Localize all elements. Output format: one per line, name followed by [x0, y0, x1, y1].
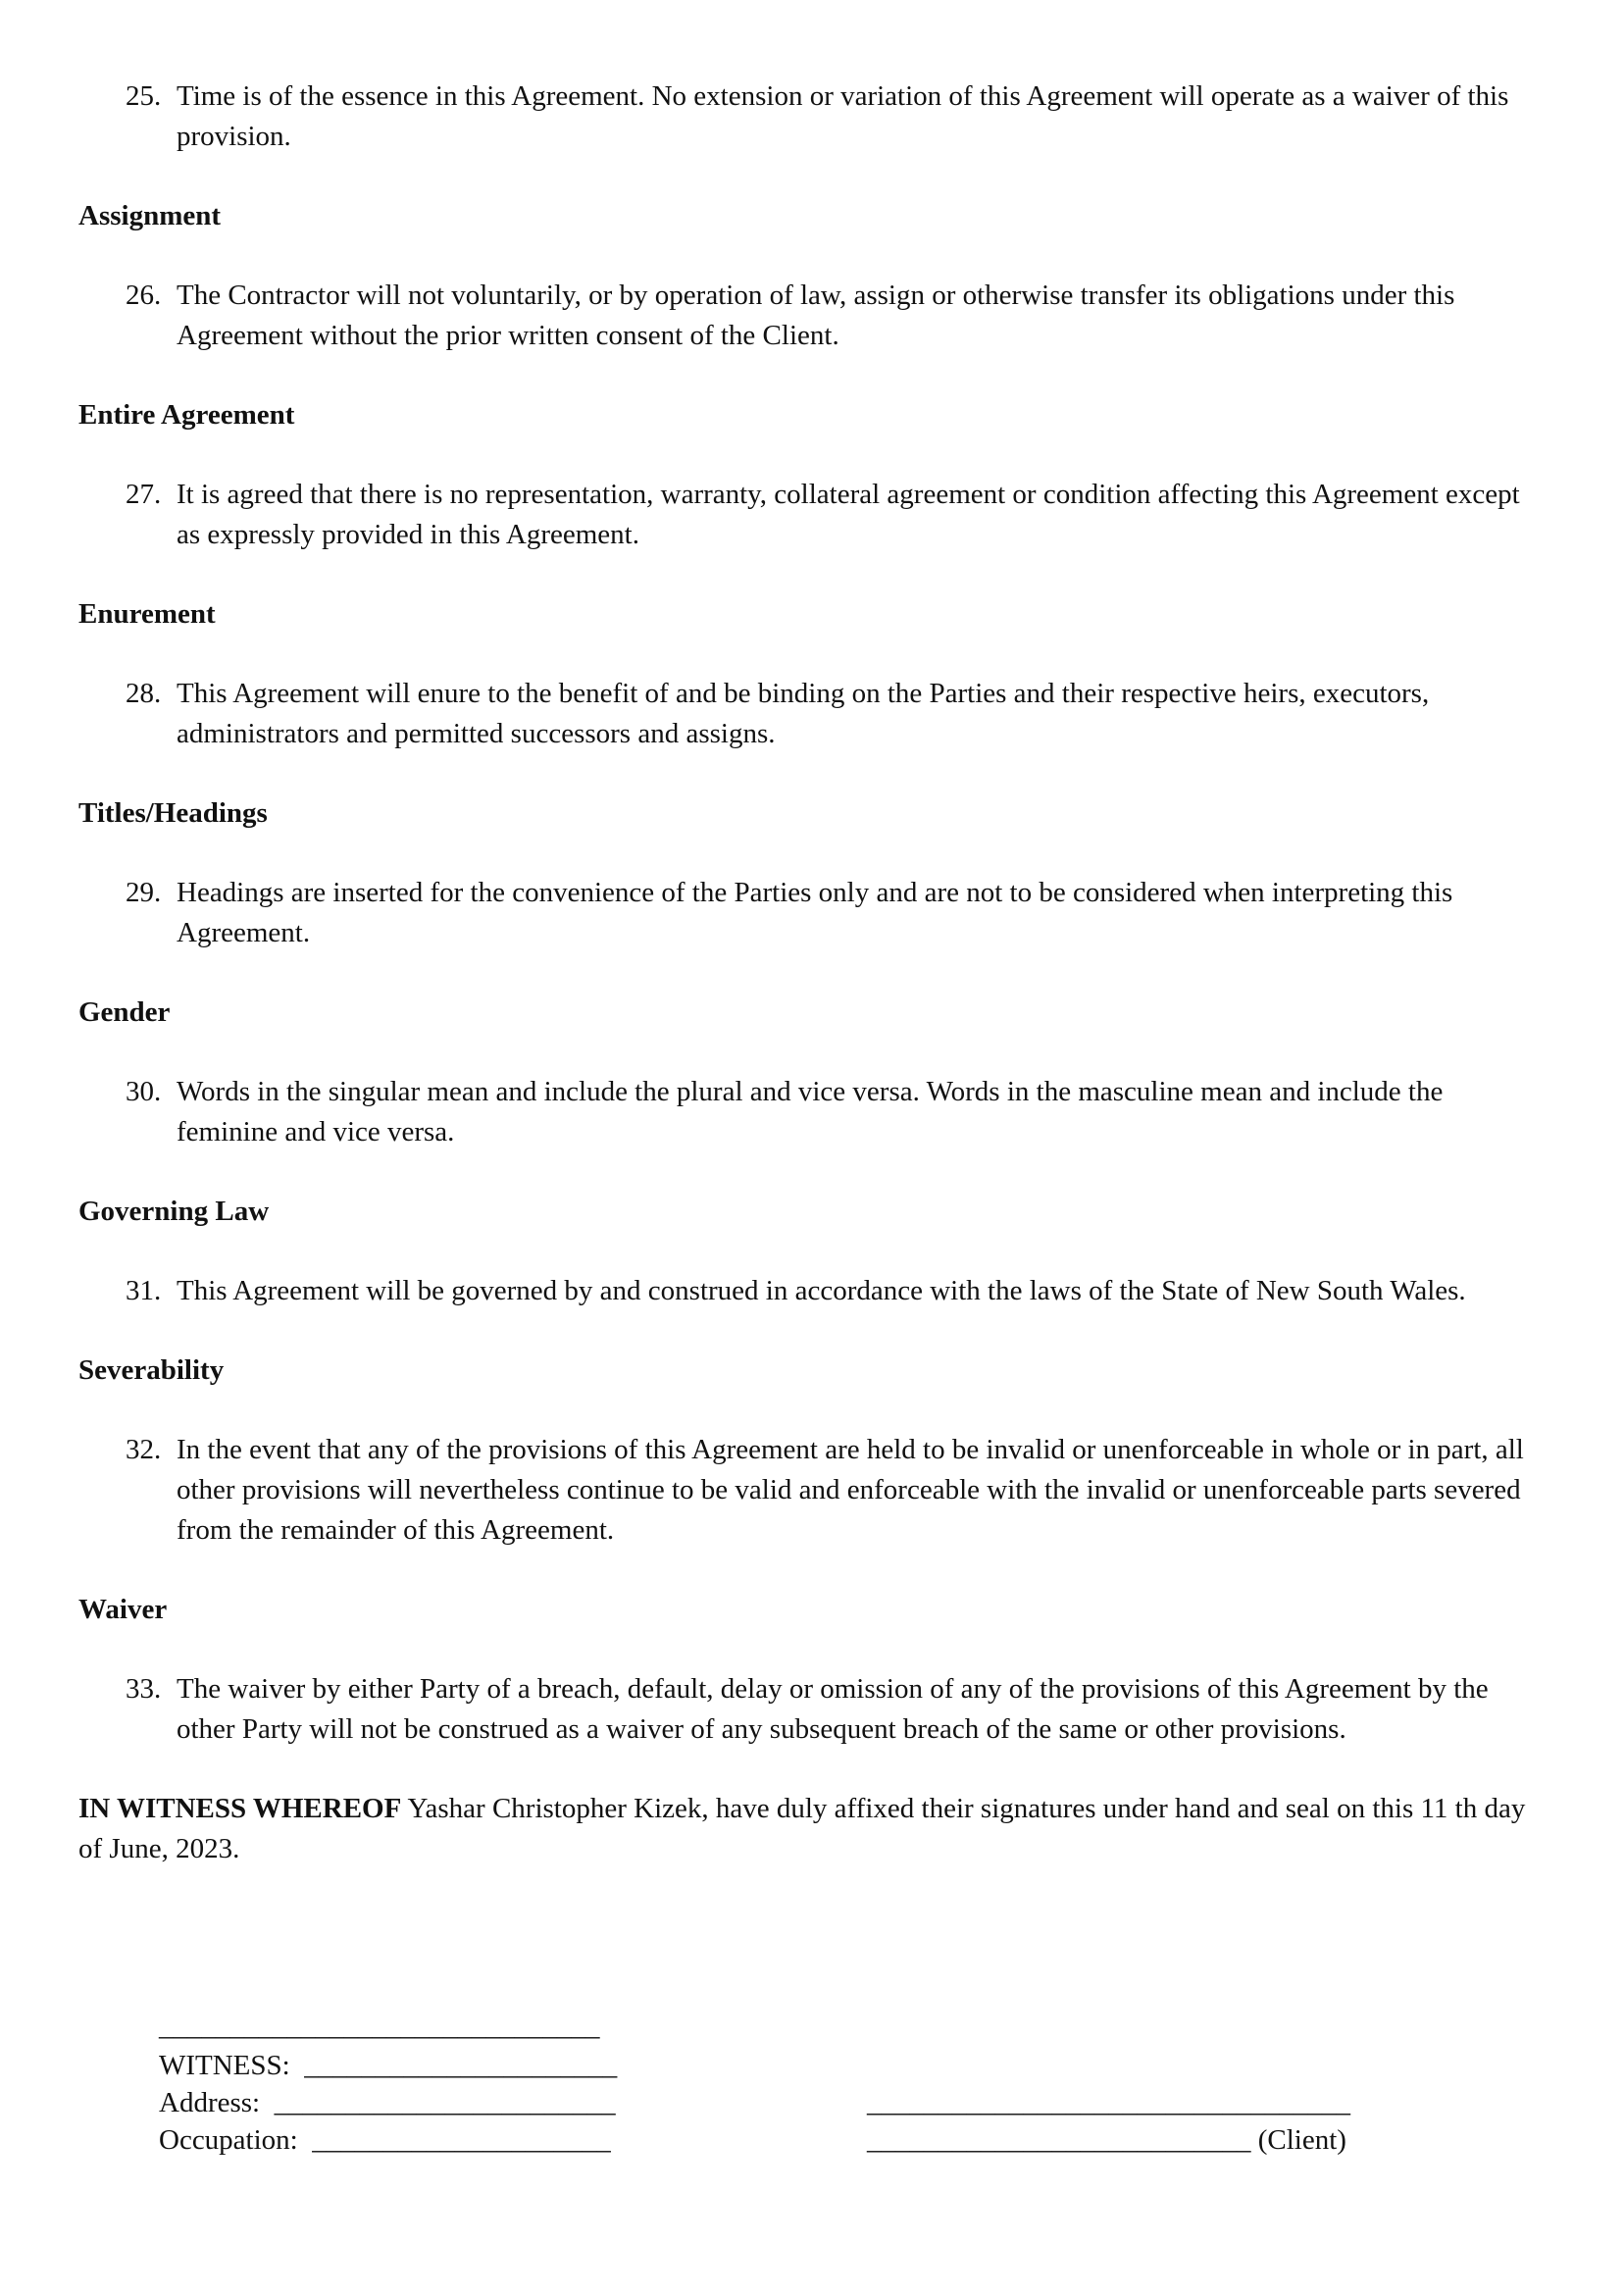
- clause-number: 27.: [126, 479, 162, 510]
- address-line: ________________________: [274, 2087, 616, 2118]
- clause-text: It is agreed that there is no representation, warranty, collateral agreement or condition affecting this Agreement except as expressly provided in this Agreement.: [177, 479, 1520, 550]
- clause-29: [78, 873, 1549, 953]
- occupation-label: Occupation:: [159, 2124, 298, 2156]
- client-label: (Client): [1257, 2124, 1346, 2156]
- section-heading-enurement: Enurement: [78, 598, 216, 630]
- clause-number: 30.: [126, 1076, 162, 1107]
- address-label: Address:: [159, 2087, 261, 2118]
- clause-number: 33.: [126, 1673, 162, 1705]
- section-heading-titles-headings: Titles/Headings: [78, 797, 268, 829]
- clause-33: [78, 1669, 1549, 1750]
- clause-number: 32.: [126, 1434, 162, 1465]
- clause-number: 25.: [126, 80, 162, 112]
- client-row: [867, 2120, 1346, 2160]
- section-heading-governing-law: Governing Law: [78, 1196, 270, 1227]
- section-heading-severability: Severability: [78, 1354, 225, 1386]
- witness-text: Yashar Christopher Kizek, have duly affixed their signatures under hand and seal on this 11 th day of June, 2023.: [78, 1793, 1526, 1864]
- clause-text: The waiver by either Party of a breach, default, delay or omission of any of the provisions of this Agreement by the other Party will not be construed as a waiver of any subsequent breach of the same or other provisions.: [177, 1673, 1489, 1745]
- client-signature-line-2: ___________________________: [867, 2124, 1251, 2156]
- witness-paragraph: [78, 1789, 1549, 1869]
- occupation-row: [159, 2120, 611, 2160]
- document-page: [78, 76, 1549, 1869]
- clause-number: 29.: [126, 877, 162, 908]
- clause-text: Time is of the essence in this Agreement. No extension or variation of this Agreement will operate as a waiver of this provision.: [177, 80, 1509, 152]
- section-heading-gender: Gender: [78, 996, 171, 1028]
- section-heading-assignment: Assignment: [78, 200, 222, 231]
- section-heading-waiver: Waiver: [78, 1594, 168, 1625]
- clause-text: Words in the singular mean and include the plural and vice versa. Words in the masculine mean and include the feminine and vice versa.: [177, 1076, 1444, 1147]
- clause-text: This Agreement will enure to the benefit of and be binding on the Parties and their respective heirs, executors, administrators and permitted successors and assigns.: [177, 678, 1430, 749]
- section-heading-entire-agreement: Entire Agreement: [78, 399, 295, 431]
- clause-number: 26.: [126, 280, 162, 311]
- clause-text: In the event that any of the provisions of this Agreement are held to be invalid or unenforceable in whole or in part, all other provisions will nevertheless continue to be valid and enforceable with the invalid or unenforceable parts severed from the remainder of this Agreement.: [177, 1434, 1524, 1546]
- client-signature-line-1: __________________________________: [867, 2087, 1350, 2118]
- clause-32: [78, 1430, 1549, 1551]
- clause-text: Headings are inserted for the convenience of the Parties only and are not to be considered when interpreting this Agreement.: [177, 877, 1453, 948]
- clause-number: 31.: [126, 1275, 162, 1306]
- witness-row: [159, 2046, 617, 2085]
- clause-28: [78, 674, 1549, 754]
- witness-lead: IN WITNESS WHEREOF: [78, 1793, 402, 1824]
- address-row: [159, 2083, 616, 2122]
- occupation-line: _____________________: [312, 2124, 611, 2156]
- clause-text: The Contractor will not voluntarily, or by operation of law, assign or otherwise transfer its obligations under this Agreement without the prior written consent of the Client.: [177, 280, 1455, 351]
- witness-label: WITNESS:: [159, 2050, 290, 2081]
- clause-26: [78, 276, 1549, 356]
- witness-signature-line: ______________________: [304, 2050, 618, 2081]
- clause-30: [78, 1072, 1549, 1152]
- clause-number: 28.: [126, 678, 162, 709]
- clause-31: [78, 1271, 1549, 1311]
- clause-27: [78, 475, 1549, 555]
- signature-top-line: _______________________________: [159, 2011, 600, 2042]
- clause-text: This Agreement will be governed by and construed in accordance with the laws of the State of New South Wales.: [177, 1275, 1466, 1306]
- clause-25: [78, 76, 1549, 157]
